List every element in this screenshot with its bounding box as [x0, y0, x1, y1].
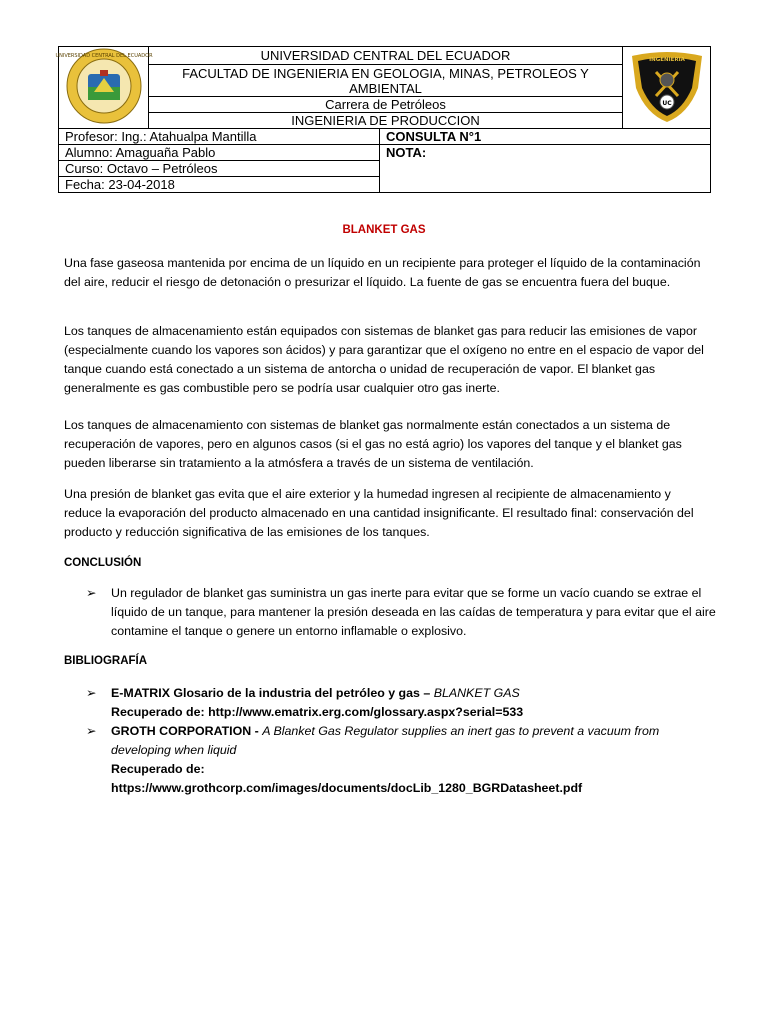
- paragraph-3: Los tanques de almacenamiento con sistemas de blanket gas normalmente están conectados a un sistema de recuperación de vapores, pero en algunos casos (si el gas no está agrio) los vapores del tanque y el blanket gas pueden liberarse sin tratamiento a la atmósfera a través de un sistema de ventilación.: [64, 418, 682, 470]
- arrow-bullet-icon: ➢: [86, 686, 97, 700]
- subject-name: INGENIERIA DE PRODUCCION: [149, 113, 623, 129]
- shield-top-text: INGENIERIA: [648, 57, 685, 63]
- bib-title-1: BLANKET GAS: [433, 686, 520, 700]
- header-table: [54, 46, 711, 193]
- date-field: Fecha: 23-04-2018: [59, 177, 380, 193]
- bib-title-2: A Blanket Gas Regulator supplies an inert gas to prevent a vacuum from developing when liquid: [111, 724, 660, 757]
- left-logo-cell: [54, 47, 153, 129]
- university-name: UNIVERSIDAD CENTRAL DEL ECUADOR: [149, 47, 623, 65]
- university-seal-icon: [54, 48, 153, 124]
- arrow-bullet-icon: ➢: [86, 724, 97, 738]
- consulta-label: CONSULTA N°1: [380, 129, 711, 145]
- right-logo-cell: [623, 47, 711, 129]
- document-title: BLANKET GAS: [342, 224, 426, 236]
- student-field: Alumno: Amaguaña Pablo: [59, 145, 380, 161]
- bib-retrieved-2: Recuperado de: https://www.grothcorp.com/images/documents/docLib_1280_BGRDatasheet.pdf: [111, 762, 583, 795]
- arrow-bullet-icon: ➢: [86, 586, 97, 600]
- paragraph-2: Los tanques de almacenamiento están equipados con sistemas de blanket gas para reducir las emisiones de vapor (especialmente cuando los vapores son ácidos) y para garantizar que el oxígeno no entre en el espacio de vapor del tanque cuando está conectado a un sistema de antorcha o unidad de recuperación de vapor. El blanket gas generalmente es gas combustible pero se podría usar cualquier otro gas inerte.: [64, 324, 704, 395]
- bibliography-item-2: [86, 722, 716, 798]
- professor-field: Profesor: Ing.: Atahualpa Mantilla: [59, 129, 380, 145]
- course-field: Curso: Octavo – Petróleos: [59, 161, 380, 177]
- shield-badge-text: UC: [661, 100, 672, 107]
- seal-text: UNIVERSIDAD CENTRAL DEL ECUADOR: [54, 53, 153, 59]
- career-name: Carrera de Petróleos: [149, 97, 623, 113]
- conclusion-heading: CONCLUSIÓN: [64, 557, 142, 569]
- faculty-name: FACULTAD DE INGENIERIA EN GEOLOGIA, MINAS, PETROLEOS Y AMBIENTAL: [149, 65, 623, 97]
- conclusion-text: Un regulador de blanket gas suministra un gas inerte para evitar que se forme un vacío cuando se extrae el líquido de un tanque, para mantener la presión deseada en las caídas de temperatura y para evitar que el aire contamine el tanque o genere un entorno inflamable o explosivo.: [111, 586, 716, 638]
- conclusion-bullet: [86, 584, 716, 641]
- bib-retrieved-1: Recuperado de: http://www.ematrix.erg.com/glossary.aspx?serial=533: [111, 705, 524, 719]
- bibliography-item-1: [86, 684, 716, 722]
- paragraph-4: Una presión de blanket gas evita que el aire exterior y la humedad ingresen al recipiente de almacenamiento y reduce la evaporación del producto almacenado en una cantidad insignificante. El resultado final: conservación del producto y reducción significativa de las emisiones de los tanques.: [64, 487, 694, 539]
- paragraph-1: Una fase gaseosa mantenida por encima de un líquido en un recipiente para proteger el líquido de la contaminación del aire, reducir el riesgo de detonación o presurizar el líquido. La fuente de gas se encuentra fuera del buque.: [64, 256, 701, 289]
- nota-label: NOTA:: [380, 145, 711, 193]
- engineering-shield-icon: [628, 48, 706, 124]
- bibliography-heading: BIBLIOGRAFÍA: [64, 655, 148, 667]
- bib-source-1: E-MATRIX Glosario de la industria del petróleo y gas –: [111, 686, 434, 700]
- bib-source-2: GROTH CORPORATION -: [111, 724, 263, 738]
